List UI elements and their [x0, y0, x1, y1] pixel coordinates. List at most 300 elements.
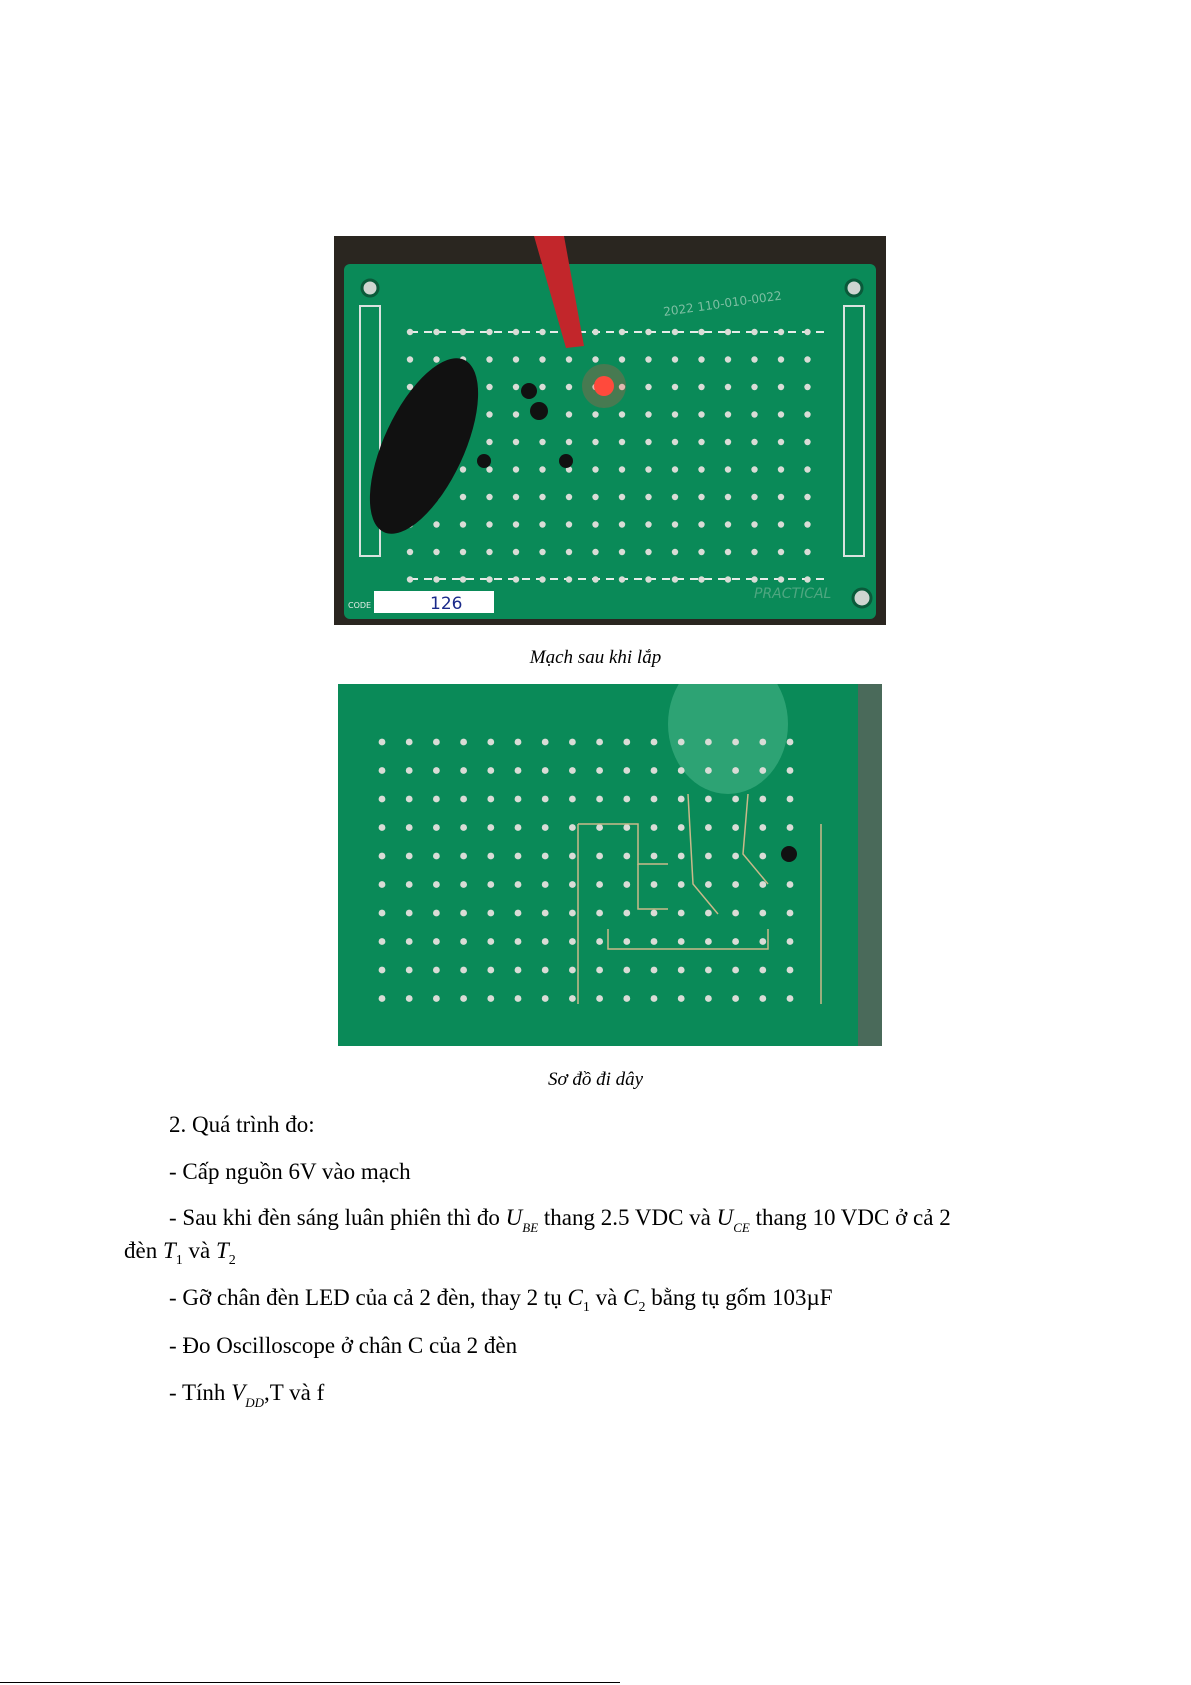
pcb-pad [592, 356, 598, 362]
pcb-pad [678, 938, 685, 945]
pcb-pad [698, 521, 704, 527]
pcb-pad [486, 411, 492, 417]
pcb-pad [705, 881, 712, 888]
pcb-pad [725, 466, 731, 472]
pcb-pad [623, 910, 630, 917]
pcb-pad [645, 494, 651, 500]
pcb-pad [515, 824, 522, 831]
pcb-pad [407, 356, 413, 362]
pcb-pad [619, 466, 625, 472]
pcb-pad [592, 411, 598, 417]
pcb-pad [539, 356, 545, 362]
step-calculate: - Tính $V_{DD},T$ và f [169, 1380, 325, 1410]
pcb-pad [460, 824, 467, 831]
pcb-pad [759, 967, 766, 974]
pcb-pad [542, 995, 549, 1002]
pcb-pad [515, 995, 522, 1002]
pcb-pad [486, 439, 492, 445]
pcb-pad [732, 995, 739, 1002]
pcb-pad [732, 796, 739, 803]
pcb-pad [460, 995, 467, 1002]
pcb-pad [460, 329, 466, 335]
pcb-pad [379, 824, 386, 831]
pcb-pad [407, 549, 413, 555]
board-serial: 2022 110-010-0022 [662, 288, 783, 319]
pcb-pad [619, 494, 625, 500]
photo-assembled-circuit [334, 236, 886, 625]
pcb-pad [515, 967, 522, 974]
pcb-pad [569, 739, 576, 746]
pcb-pad [407, 329, 413, 335]
pcb-pad [778, 411, 784, 417]
pcb-pad [651, 910, 658, 917]
section-heading: 2. Quá trình đo: [169, 1112, 315, 1137]
pcb-pad [778, 576, 784, 582]
pcb-pad [672, 549, 678, 555]
pcb-pad [460, 910, 467, 917]
pcb-pad [619, 521, 625, 527]
pcb-pad [672, 494, 678, 500]
pcb-pad [778, 521, 784, 527]
pcb-pad [732, 967, 739, 974]
pcb-pad [566, 356, 572, 362]
pcb-pad [778, 329, 784, 335]
pcb-pad [513, 466, 519, 472]
pcb-pad [460, 796, 467, 803]
pcb-pad [566, 384, 572, 390]
pcb-pad [486, 494, 492, 500]
pcb-pad [623, 796, 630, 803]
pcb-pad [645, 329, 651, 335]
pcb-pad [513, 439, 519, 445]
pcb-pad [515, 739, 522, 746]
pcb-pad [698, 439, 704, 445]
pcb-pad [566, 411, 572, 417]
pcb-pad [759, 796, 766, 803]
pcb-pad [623, 739, 630, 746]
pcb-pad [651, 967, 658, 974]
pcb-pad [406, 824, 413, 831]
pcb-pad [513, 329, 519, 335]
pcb-pad [804, 439, 810, 445]
pcb-pad [406, 967, 413, 974]
pcb-pad [433, 576, 439, 582]
pcb-pad [804, 576, 810, 582]
pcb-pad [460, 576, 466, 582]
pcb-pad [539, 466, 545, 472]
pcb-pad [460, 881, 467, 888]
pcb-pad [804, 329, 810, 335]
pcb-pad [751, 356, 757, 362]
pcb-pad [406, 767, 413, 774]
pcb-pad [542, 967, 549, 974]
pcb-pad [569, 938, 576, 945]
pcb-pad [513, 576, 519, 582]
label-card-text: 126 [430, 594, 463, 614]
pcb-pad [698, 356, 704, 362]
pcb-pad [778, 466, 784, 472]
pcb-pad [569, 967, 576, 974]
pcb-pad [672, 329, 678, 335]
pcb-pad [433, 967, 440, 974]
pcb-pad [619, 411, 625, 417]
pcb-pad [406, 796, 413, 803]
pcb-pad [645, 466, 651, 472]
pcb-pad [751, 329, 757, 335]
pcb-pad [596, 853, 603, 860]
pcb-pad [539, 439, 545, 445]
pcb-pad [619, 329, 625, 335]
pcb-pad [759, 767, 766, 774]
pcb-pad [778, 384, 784, 390]
pcb-pad [678, 967, 685, 974]
pcb-pad [566, 439, 572, 445]
pcb-pad [645, 549, 651, 555]
pcb-pad [433, 824, 440, 831]
pcb-pad [698, 411, 704, 417]
pcb-pad [379, 796, 386, 803]
pcb-pad [725, 494, 731, 500]
pcb-pad [433, 767, 440, 774]
pcb-pad [787, 739, 794, 746]
pcb-pad [678, 853, 685, 860]
pcb-pad [542, 796, 549, 803]
pcb-pad [539, 521, 545, 527]
pcb-pad [698, 494, 704, 500]
pcb-pad [596, 995, 603, 1002]
pcb-pad [566, 549, 572, 555]
pcb-pad [725, 329, 731, 335]
pcb-pad [619, 439, 625, 445]
pcb-pad [678, 995, 685, 1002]
pcb-pad [651, 995, 658, 1002]
pcb-pad [596, 767, 603, 774]
step-oscilloscope: - Đo Oscilloscope ở chân C của 2 đèn [169, 1333, 518, 1358]
step-measure-voltage: - Sau khi đèn sáng luân phiên thì đo $U_{BE}$ thang 2.5 VDC và $U_{CE}$ thang 10 VDC ở cả 2 [169, 1205, 951, 1235]
pcb-pad [651, 739, 658, 746]
pcb-pad [406, 910, 413, 917]
pcb-pad [623, 853, 630, 860]
pcb-pad [487, 739, 494, 746]
pcb-pad [406, 938, 413, 945]
pcb-pad [592, 549, 598, 555]
pcb-pad [751, 439, 757, 445]
pcb-pad [592, 494, 598, 500]
pcb-pad [672, 439, 678, 445]
step-measure-voltage-cont: đèn $T_1$ và $T_2$ [124, 1238, 236, 1268]
pcb-pad [759, 995, 766, 1002]
pcb-pad [651, 824, 658, 831]
figure-caption-assembled: Mạch sau khi lắp [529, 647, 662, 668]
pcb-pad [705, 767, 712, 774]
figure-caption-wiring: Sơ đồ đi dây [547, 1069, 644, 1090]
pcb-pad [698, 384, 704, 390]
pcb-pad [515, 938, 522, 945]
pcb-pad [751, 521, 757, 527]
pcb-pad [804, 356, 810, 362]
pcb-pad [379, 967, 386, 974]
pcb-pad [596, 796, 603, 803]
pcb-pad [486, 549, 492, 555]
pcb-pad [759, 824, 766, 831]
pcb-pad [645, 576, 651, 582]
pcb-pad [623, 995, 630, 1002]
pcb-pad [566, 494, 572, 500]
pcb-pad [460, 938, 467, 945]
pcb-pad [698, 329, 704, 335]
pcb-pad [487, 967, 494, 974]
pcb-pad [566, 521, 572, 527]
pcb-pad [787, 796, 794, 803]
pcb-pad [778, 494, 784, 500]
pcb-pad [486, 384, 492, 390]
pcb-pad [645, 411, 651, 417]
pcb-pad [542, 881, 549, 888]
pcb-pad [725, 521, 731, 527]
pcb-pad [569, 881, 576, 888]
pcb-pad [515, 767, 522, 774]
pcb-pad [515, 881, 522, 888]
pcb-pad [619, 576, 625, 582]
pcb-pad [460, 739, 467, 746]
pcb-pad [592, 439, 598, 445]
pcb-pad [596, 910, 603, 917]
pcb-pad [515, 853, 522, 860]
pcb-pad [725, 384, 731, 390]
pcb-pad [645, 356, 651, 362]
pcb-pad [487, 995, 494, 1002]
pcb-pad [778, 356, 784, 362]
pcb-pad [759, 739, 766, 746]
pcb-pad [486, 329, 492, 335]
pcb-pad [672, 521, 678, 527]
pcb-pad [406, 739, 413, 746]
pcb-pad [542, 824, 549, 831]
pcb-pad [379, 853, 386, 860]
pcb-pad [379, 739, 386, 746]
pcb-pad [460, 466, 466, 472]
pcb-pad [379, 881, 386, 888]
pcb-pad [569, 910, 576, 917]
pcb-pad [406, 881, 413, 888]
pcb-pad [804, 466, 810, 472]
pcb-pad [725, 411, 731, 417]
pcb-pad [596, 938, 603, 945]
pcb-pad [433, 356, 439, 362]
pcb-pad [569, 995, 576, 1002]
pcb-pad [623, 767, 630, 774]
pcb-pad [569, 796, 576, 803]
pcb-pad [596, 967, 603, 974]
pcb-pad [678, 767, 685, 774]
pcb-pad [759, 938, 766, 945]
pcb-pad [778, 439, 784, 445]
pcb-pad [513, 521, 519, 527]
pcb-pad [623, 938, 630, 945]
pcb-pad [460, 853, 467, 860]
pcb-pad [651, 938, 658, 945]
pcb-pad [725, 356, 731, 362]
pcb-pad [513, 549, 519, 555]
pcb-pad [705, 995, 712, 1002]
pcb-pad [645, 439, 651, 445]
pcb-pad [513, 356, 519, 362]
pcb-pad [487, 938, 494, 945]
pcb-pad [804, 411, 810, 417]
pcb-pad [487, 853, 494, 860]
pcb-pad [433, 521, 439, 527]
pcb-pad [619, 549, 625, 555]
pcb-pad [539, 384, 545, 390]
pcb-pad [487, 767, 494, 774]
pcb-pad [672, 356, 678, 362]
pcb-pad [569, 853, 576, 860]
pcb-pad [592, 329, 598, 335]
pcb-illustration [334, 236, 886, 625]
step-replace-capacitors: - Gỡ chân đèn LED của cả 2 đèn, thay 2 tụ $C_1$ và $C_2$ bằng tụ gốm 103µF [169, 1285, 833, 1315]
pcb-pad [651, 853, 658, 860]
pcb-pad [804, 521, 810, 527]
pcb-pad [804, 494, 810, 500]
pcb-pad [778, 549, 784, 555]
pcb-pad [487, 796, 494, 803]
pcb-pad [460, 494, 466, 500]
pcb-pad [645, 384, 651, 390]
pcb-pad [487, 910, 494, 917]
pcb-pad [751, 576, 757, 582]
pcb-pad [513, 494, 519, 500]
pcb-pad [725, 549, 731, 555]
board-brand: PRACTICAL [754, 586, 832, 602]
pcb-pad [623, 967, 630, 974]
pcb-pad [433, 549, 439, 555]
pcb-pad [433, 910, 440, 917]
pcb-pad [751, 494, 757, 500]
pcb-pad [732, 938, 739, 945]
pcb-pad [759, 910, 766, 917]
pcb-pad [406, 853, 413, 860]
pcb-pad [460, 767, 467, 774]
pcb-pad [705, 910, 712, 917]
pcb-pad [787, 881, 794, 888]
pcb-pad [705, 967, 712, 974]
pcb-pad [406, 995, 413, 1002]
pcb-pad [672, 411, 678, 417]
pcb-pad [433, 995, 440, 1002]
pcb-pad [678, 796, 685, 803]
pcb-pad [732, 767, 739, 774]
pcb-pad [698, 466, 704, 472]
pcb-pad [542, 910, 549, 917]
pcb-pad [787, 967, 794, 974]
pcb-pad [678, 824, 685, 831]
pcb-pad [515, 910, 522, 917]
pcb-pad [751, 411, 757, 417]
pcb-pad [705, 853, 712, 860]
pcb-pad [725, 576, 731, 582]
pcb-pad [651, 796, 658, 803]
pcb-pad [487, 881, 494, 888]
pcb-pad [569, 824, 576, 831]
pcb-pad [705, 824, 712, 831]
pcb-pad [539, 494, 545, 500]
pcb-pad [379, 910, 386, 917]
pcb-back-illustration [338, 684, 882, 1046]
board-code-label: CODE [348, 601, 372, 610]
pcb-pad [433, 938, 440, 945]
pcb-pad [732, 824, 739, 831]
pcb-pad [672, 466, 678, 472]
pcb-pad [698, 549, 704, 555]
pcb-pad [433, 329, 439, 335]
pcb-pad [623, 824, 630, 831]
pcb-pad [513, 384, 519, 390]
pcb-pad [486, 466, 492, 472]
pcb-pad [619, 356, 625, 362]
pcb-pad [542, 739, 549, 746]
pcb-pad [732, 910, 739, 917]
pcb-pad [460, 549, 466, 555]
pcb-pad [732, 853, 739, 860]
pcb-pad [678, 881, 685, 888]
step-power: - Cấp nguồn 6V vào mạch [169, 1159, 411, 1184]
pcb-pad [569, 767, 576, 774]
pcb-pad [705, 739, 712, 746]
pcb-pad [566, 576, 572, 582]
pcb-pad [698, 576, 704, 582]
pcb-pad [460, 967, 467, 974]
pcb-pad [787, 824, 794, 831]
pcb-pad [539, 329, 545, 335]
pcb-pad [751, 384, 757, 390]
pcb-pad [433, 881, 440, 888]
pcb-pad [678, 739, 685, 746]
pcb-pad [732, 739, 739, 746]
pcb-pad [460, 521, 466, 527]
pcb-pad [539, 549, 545, 555]
pcb-pad [379, 767, 386, 774]
pcb-pad [487, 824, 494, 831]
pcb-pad [542, 853, 549, 860]
pcb-pad [433, 796, 440, 803]
pcb-pad [542, 767, 549, 774]
pcb-pad [596, 881, 603, 888]
pcb-pad [672, 576, 678, 582]
pcb-pad [623, 881, 630, 888]
photo-wiring-diagram [338, 684, 882, 1046]
pcb-pad [515, 796, 522, 803]
pcb-pad [539, 576, 545, 582]
pcb-pad [592, 466, 598, 472]
pcb-pad [596, 739, 603, 746]
pcb-pad [787, 767, 794, 774]
pcb-pad [645, 521, 651, 527]
pcb-pad [592, 576, 598, 582]
pcb-pad [379, 995, 386, 1002]
pcb-pad [486, 521, 492, 527]
pcb-pad [751, 549, 757, 555]
pcb-pad [725, 439, 731, 445]
pcb-pad [486, 576, 492, 582]
pcb-pad [651, 767, 658, 774]
pcb-pad [804, 384, 810, 390]
footer-rule [0, 1682, 620, 1683]
pcb-pad [787, 995, 794, 1002]
pcb-pad [513, 411, 519, 417]
pcb-pad [651, 881, 658, 888]
pcb-pad [705, 796, 712, 803]
pcb-pad [787, 910, 794, 917]
